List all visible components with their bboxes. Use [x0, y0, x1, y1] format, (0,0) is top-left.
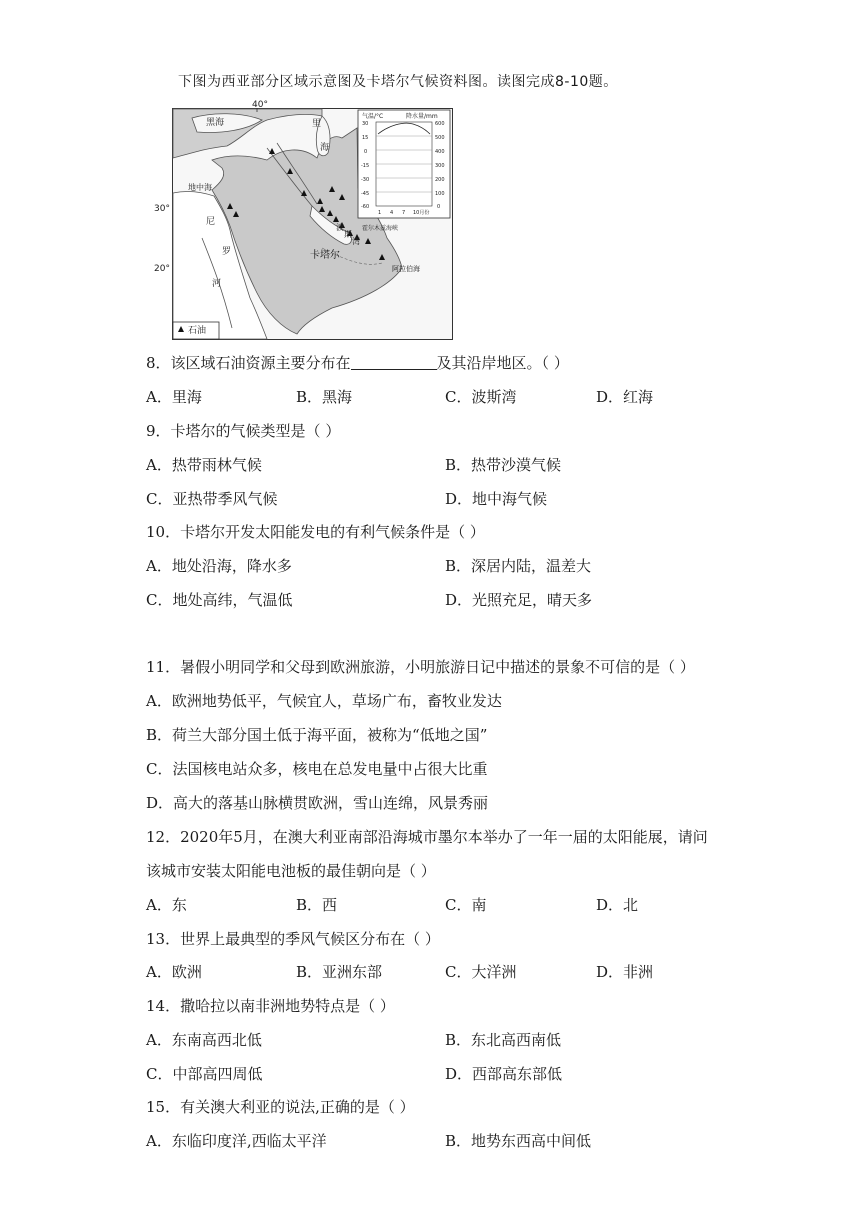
question-8-text-a: 8．该区域石油资源主要分布在: [146, 354, 351, 372]
q14-option-b: B．东北高西南低: [445, 1031, 562, 1049]
question-13-stem: 13．世界上最典型的季风气候区分布在（ ）: [146, 930, 440, 948]
gulf-label-2: 斯: [344, 230, 352, 239]
q13-option-c: C．大洋洲: [445, 963, 517, 981]
caspian-label-2: 海: [320, 143, 330, 153]
question-12-stem: 12．2020年5月，在澳大利亚南部沿海城市墨尔本举办了一年一届的太阳能展，请问: [146, 828, 708, 846]
precip-tick: 600: [435, 121, 445, 127]
gulf-label-1: 波: [336, 223, 344, 232]
q13-option-d: D．非洲: [596, 963, 654, 981]
temp-tick: -60: [361, 204, 370, 210]
question-11-stem: 11．暑假小明同学和父母到欧洲旅游，小明旅游日记中描述的景象不可信的是（ ）: [146, 658, 695, 676]
q13-option-b: B．亚洲东部: [296, 963, 383, 981]
temp-tick: 15: [362, 135, 369, 141]
nile-label-2: 罗: [222, 247, 232, 257]
q8-option-a: A．里海: [146, 388, 202, 406]
precip-tick: 0: [437, 204, 441, 210]
lat-20-label: 20°: [154, 264, 170, 274]
q11-option-d: D．高大的落基山脉横贯欧洲，雪山连绵，风景秀丽: [146, 794, 489, 812]
temp-tick: -45: [361, 191, 370, 197]
arabian-sea-label: 阿拉伯海: [392, 265, 420, 273]
temp-axis-label: 气温/°C: [362, 113, 384, 120]
precip-tick: 200: [435, 177, 445, 183]
nile-label-1: 尼: [206, 217, 216, 227]
month-tick: 10月份: [413, 210, 430, 216]
west-asia-map: [154, 98, 454, 340]
strait-label: 霍尔木兹海峡: [362, 225, 399, 232]
q12-option-a: A．东: [146, 896, 187, 914]
caspian-label-1: 里: [312, 119, 322, 129]
question-15-stem: 15．有关澳大利亚的说法,正确的是（ ）: [146, 1098, 415, 1116]
q11-option-c: C．法国核电站众多，核电在总发电量中占很大比重: [146, 760, 488, 778]
month-tick: 4: [390, 210, 394, 216]
month-tick: 7: [402, 210, 406, 216]
q8-option-c: C．波斯湾: [445, 388, 517, 406]
q10-option-c: C．地处高纬，气温低: [146, 591, 293, 609]
q8-option-b: B．黑海: [296, 388, 353, 406]
precip-tick: 300: [435, 163, 445, 169]
precip-tick: 500: [435, 135, 445, 141]
question-9-stem: 9．卡塔尔的气候类型是（ ）: [146, 422, 341, 440]
gulf-label-3: 湾: [352, 237, 360, 246]
precip-axis-label: 降水量/mm: [406, 113, 438, 120]
q11-option-b: B．荷兰大部分国土低于海平面，被称为“低地之国”: [146, 726, 488, 744]
intro-text: 下图为西亚部分区域示意图及卡塔尔气候资料图。读图完成8-10题。: [178, 74, 618, 90]
q11-option-a: A．欧洲地势低平，气候宜人，草场广布，畜牧业发达: [146, 692, 502, 710]
q14-option-c: C．中部高四周低: [146, 1065, 263, 1083]
q14-option-d: D．西部高东部低: [445, 1065, 563, 1083]
answer-blank: [351, 354, 437, 370]
lat-30-label: 30°: [154, 204, 170, 214]
black-sea-label: 黑海: [206, 118, 225, 128]
question-14-stem: 14．撒哈拉以南非洲地势特点是（ ）: [146, 997, 395, 1015]
temp-tick: 30: [362, 121, 369, 127]
q8-option-d: D．红海: [596, 388, 654, 406]
temp-tick: 0: [364, 149, 368, 155]
q15-option-a: A．东临印度洋,西临太平洋: [146, 1132, 327, 1150]
mediterranean-label: 地中海: [188, 183, 212, 192]
precip-tick: 100: [435, 191, 445, 197]
q12-option-b: B．西: [296, 896, 338, 914]
question-10-stem: 10．卡塔尔开发太阳能发电的有利气候条件是（ ）: [146, 523, 485, 541]
nile-label-3: 河: [212, 279, 222, 289]
question-8-stem: [146, 353, 569, 373]
q9-option-b: B．热带沙漠气候: [445, 456, 562, 474]
q13-option-a: A．欧洲: [146, 963, 202, 981]
temp-tick: -15: [361, 163, 370, 169]
temp-tick: -30: [361, 177, 370, 183]
month-tick: 1: [378, 210, 382, 216]
q14-option-a: A．东南高西北低: [146, 1031, 262, 1049]
q10-option-a: A．地处沿海，降水多: [146, 557, 292, 575]
question-8-text-b: 及其沿岸地区。（ ）: [436, 354, 569, 372]
q9-option-d: D．地中海气候: [445, 490, 548, 508]
q10-option-d: D．光照充足，晴天多: [445, 591, 593, 609]
precip-tick: 400: [435, 149, 445, 155]
q10-option-b: B．深居内陆，温差大: [445, 557, 592, 575]
q9-option-a: A．热带雨林气候: [146, 456, 262, 474]
climate-chart: [358, 110, 450, 218]
legend-oil-label: 石油: [188, 326, 207, 336]
lon-40-label: 40°: [252, 100, 268, 110]
question-12-stem-line2: 该城市安装太阳能电池板的最佳朝向是（ ）: [146, 862, 436, 880]
q12-option-c: C．南: [445, 896, 487, 914]
q9-option-c: C．亚热带季风气候: [146, 490, 278, 508]
q15-option-b: B．地势东西高中间低: [445, 1132, 592, 1150]
q12-option-d: D．北: [596, 896, 639, 914]
qatar-label: 卡塔尔: [310, 250, 340, 261]
